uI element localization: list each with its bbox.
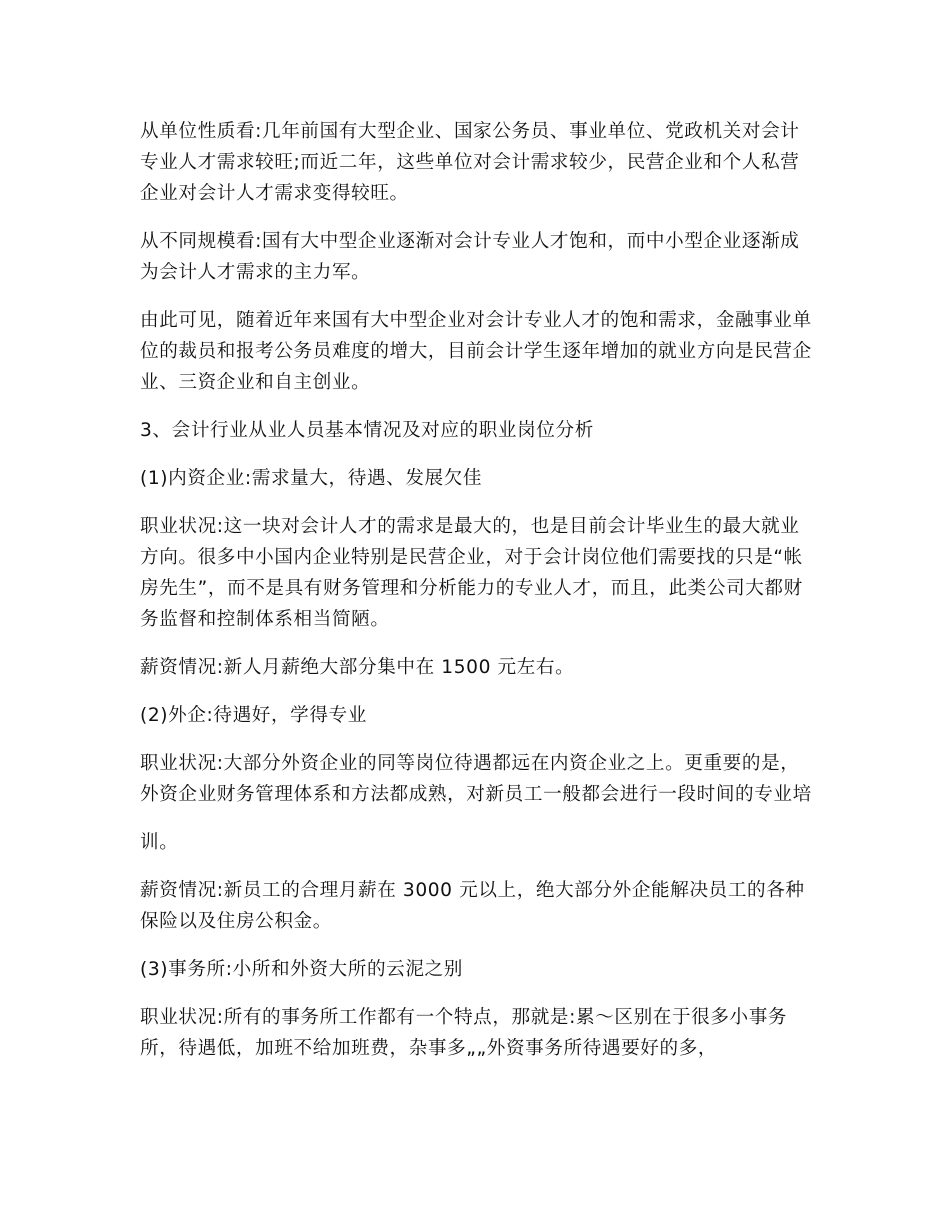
paragraph-domestic-salary: 薪资情况:新人月薪绝大部分集中在 1500 元左右。 [140,657,575,678]
paragraph-firm-status: 职业状况:所有的事务所工作都有一个特点，那就是:累～区别在于很多小事务所，待遇低，加班不给加班费，杂事多„„外资事务所待遇要好的多， [140,1007,788,1059]
paragraph-unit-nature: 从单位性质看:几年前国有大型企业、国家公务员、事业单位、党政机关对会计专业人才需求较旺;而近二年，这些单位对会计需求较少，民营企业和个人私营企业对会计人才需求变得较旺。 [140,121,800,204]
paragraph-foreign-status: 职业状况:大部分外资企业的同等岗位待遇都远在内资企业之上。更重要的是，外资企业财务管理体系和方法都成熟，对新员工一般都会进行一段时间的专业培 [140,753,812,805]
paragraph-foreign-salary: 薪资情况:新员工的合理月薪在 3000 元以上，绝大部分外企能解决员工的各种保险以及住房公积金。 [140,880,805,932]
subheading-foreign: (2)外企:待遇好，学得专业 [140,705,367,726]
paragraph-conclusion: 由此可见，随着近年来国有大中型企业对会计专业人才的饱和需求，金融事业单位的裁员和报考公务员难度的增大，目前会计学生逐年增加的就业方向是民营企业、三资企业和自主创业。 [140,310,812,393]
subheading-domestic: (1)内资企业:需求量大，待遇、发展欠佳 [140,468,483,489]
section-heading-3: 3、会计行业从业人员基本情况及对应的职业岗位分析 [140,420,594,441]
subheading-firm: (3)事务所:小所和外资大所的云泥之别 [140,959,463,980]
paragraph-foreign-status-cont: 训。 [140,832,179,853]
paragraph-scale: 从不同规模看:国有大中型企业逐渐对会计专业人才饱和，而中小型企业逐渐成为会计人才需求的主力军。 [140,231,800,283]
paragraph-domestic-status: 职业状况:这一块对会计人才的需求是最大的，也是目前会计毕业生的最大就业方向。很多中小国内企业特别是民营企业，对于会计岗位他们需要找的只是“帐房先生”，而不是具有财务管理和分析能力的专业人才，而且，此类公司大都财务监督和控制体系相当简陋。 [140,516,803,630]
document-page [140,116,812,1081]
